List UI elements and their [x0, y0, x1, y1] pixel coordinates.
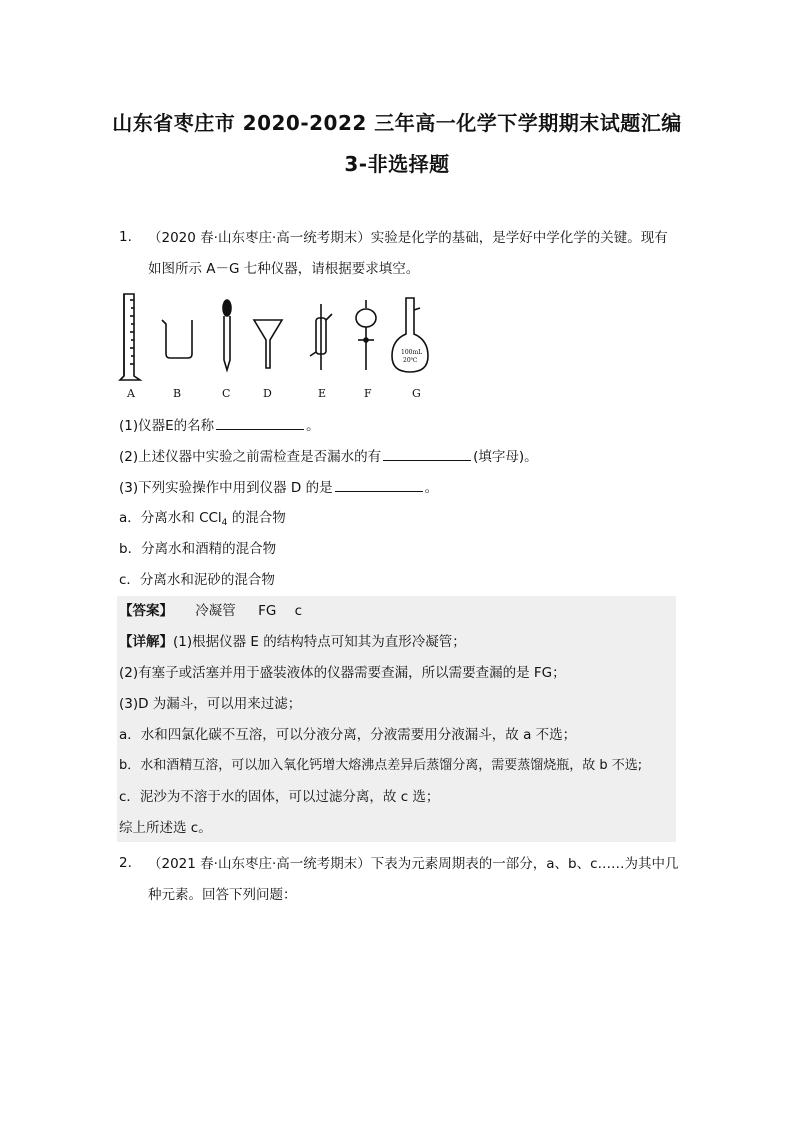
q1-option-a — [119, 509, 286, 529]
q1-detail-7: 综上所述选 c。 — [119, 820, 212, 836]
q1-part2 — [119, 447, 538, 466]
doc-title-line2: 3-非选择题 — [344, 152, 450, 176]
q2-stem-line2: 种元素。回答下列问题： — [148, 887, 297, 903]
q1-number: 1. — [119, 229, 132, 245]
q1-part1-text: (1)仪器E的名称 — [119, 418, 215, 434]
q1-option-b: b．分离水和酒精的混合物 — [119, 541, 277, 557]
answer-value-2: FG — [258, 603, 277, 619]
q1-part1 — [119, 416, 320, 435]
q2-stem-line1: （2021 春·山东枣庄·高一统考期末）下表为元素周期表的一部分，a、b、c……为其中几 — [148, 856, 679, 872]
q1-detail-2: (2)有塞子或活塞并用于盛装液体的仪器需要查漏，所以需要查漏的是 FG； — [119, 665, 566, 681]
q1-part2-text: (2)上述仪器中实验之前需检查是否漏水的有 — [119, 449, 382, 465]
q1-part1-blank — [216, 416, 304, 430]
figure-label-a: A — [127, 387, 135, 400]
answer-value-3: c — [294, 603, 303, 619]
q1-detail-3: (3)D 为漏斗，可以用来过滤； — [119, 696, 302, 712]
dropper-icon — [223, 300, 231, 370]
detail-label: 【详解】 — [119, 634, 173, 650]
figure-label-c: C — [222, 387, 231, 400]
q1-part1-end: 。 — [306, 418, 320, 434]
figure-label-e: E — [318, 387, 327, 400]
figure-label-g: G — [412, 387, 421, 400]
detail-line-1: (1)根据仪器 E 的结构特点可知其为直形冷凝管； — [173, 634, 466, 650]
q1-option-c: c．分离水和泥砂的混合物 — [119, 572, 275, 588]
beaker-icon — [162, 320, 192, 358]
q1-part2-end: (填字母)。 — [473, 449, 538, 465]
q1-detail-1 — [119, 633, 466, 651]
figure-label-f: F — [364, 387, 372, 400]
flask-label-temp: 20℃ — [403, 357, 418, 364]
doc-title-line1: 山东省枣庄市 2020-2022 三年高一化学下学期期末试题汇编 — [112, 111, 682, 135]
q1-answer — [119, 602, 302, 620]
q1-stem-line1: （2020 春·山东枣庄·高一统考期末）实验是化学的基础，是学好中学化学的关键。现有 — [148, 230, 668, 246]
q1-option-a-text: a．分离水和 CCl — [119, 510, 222, 526]
q1-detail-4: a．水和四氯化碳不互溶，可以分液分离，分液需要用分液漏斗，故 a 不选； — [119, 727, 577, 743]
answer-label: 【答案】 — [119, 603, 173, 619]
q1-part3-end: 。 — [424, 480, 439, 496]
separatory-funnel-icon — [356, 300, 376, 370]
condenser-icon — [310, 304, 332, 370]
q2-number: 2. — [119, 855, 132, 871]
figure-label-d: D — [263, 387, 272, 400]
q1-option-a-end: 的混合物 — [227, 510, 286, 526]
answer-value-1: 冷凝管 — [195, 603, 236, 619]
q1-part3-text: (3)下列实验操作中用到仪器 D 的是 — [119, 480, 333, 496]
q1-detail-6: c．泥沙为不溶于水的固体，可以过滤分离，故 c 选； — [119, 789, 440, 805]
q1-stem-line2: 如图所示 A－G 七种仪器，请根据要求填空。 — [148, 261, 420, 277]
q1-part3-blank — [335, 478, 423, 492]
q1-detail-5: b．水和酒精互溶，可以加入氧化钙增大熔沸点差异后蒸馏分离，需要蒸馏烧瓶，故 b 不选; — [119, 758, 643, 773]
graduated-cylinder-icon — [120, 294, 140, 380]
q1-part3 — [119, 478, 438, 497]
flask-label-volume: 100mL — [401, 349, 423, 356]
apparatus-figure — [118, 290, 448, 402]
q1-option-a-subscript: 4 — [221, 518, 228, 528]
funnel-icon — [254, 320, 282, 368]
q1-part2-blank — [383, 447, 471, 461]
figure-label-b: B — [173, 387, 182, 400]
